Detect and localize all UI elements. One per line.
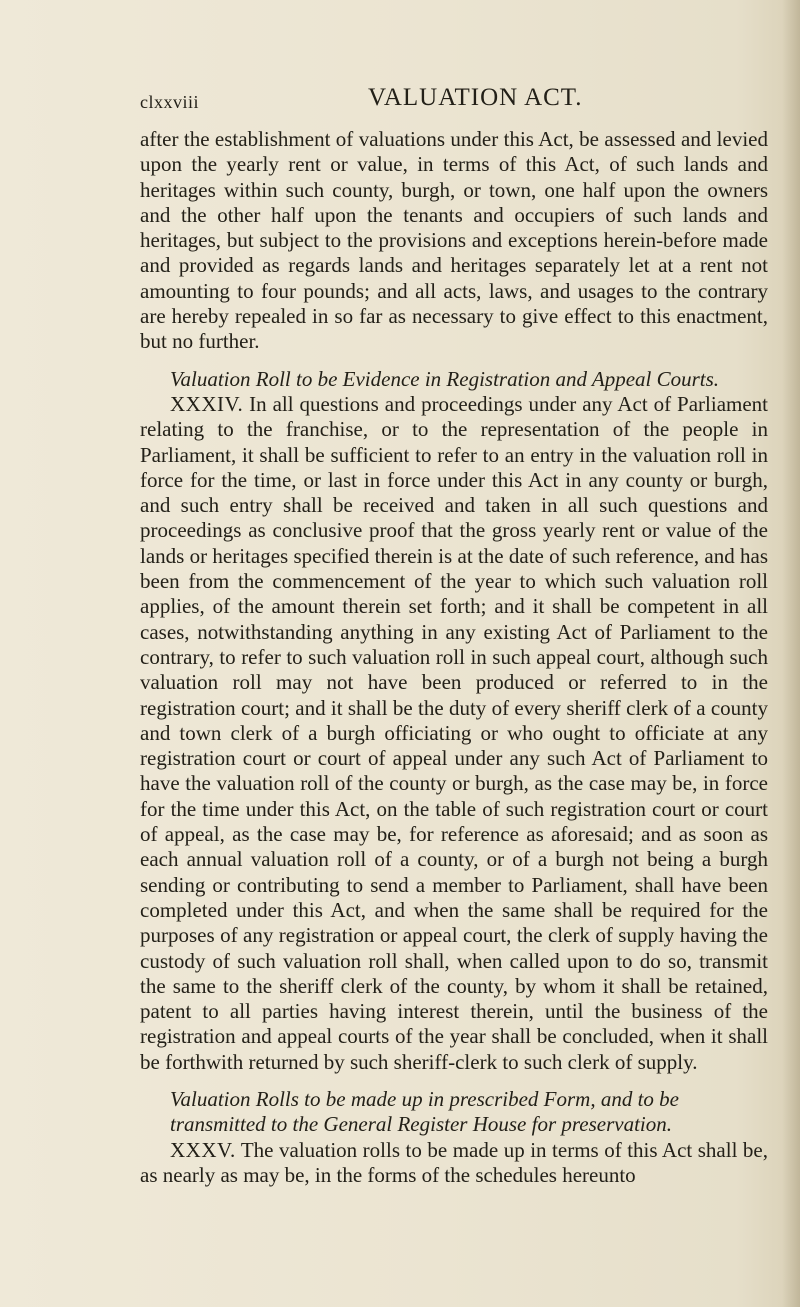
section-number-34: XXXIV.	[170, 391, 244, 416]
section-35	[140, 1138, 768, 1189]
running-title: VALUATION ACT.	[368, 84, 583, 111]
section-heading-valuation-rolls-form: Valuation Rolls to be made up in prescribed Form, and to be transmitted to the General Register House for preservation.	[170, 1086, 680, 1137]
paragraph-continuation: after the establishment of valuations under this Act, be assessed and levied upon the yearly rent or value, in terms of this Act, of such lands and heritages within such county, burgh, or town, one half upon the owners and the other half upon the tenants and occupiers of such lands and heritages, but subject to the provisions and exceptions herein-before made and provided as regards lands and heritages separately let at a rent not amounting to four pounds; and all acts, laws, and usages to the contrary are hereby repealed in so far as necessary to give effect to this enactment, but no further.	[140, 127, 768, 354]
section-34-text: In all questions and proceedings under any Act of Parliament relating to the franchise, or to the representation of the people in Parliament, it shall be sufficient to refer to an entry in the valuation roll in force for the time, or last in force under this Act in any county or burgh, and such entry shall be received and taken in all such questions and proceedings as conclusive proof that the gross yearly rent or value of the lands or heritages specified therein is at the date of such reference, and has been from the commencement of the year to which such valuation roll applies, of the amount therein set forth; and it shall be competent in all cases, notwithstanding anything in any existing Act of Parliament to the contrary, to refer to such valuation roll in such appeal court, although such valuation roll may not have been produced or referred to in the registration court; and it shall be the duty of every sheriff clerk of a county and town clerk of a burgh officiating or who ought to officiate at any registration court or court of appeal under any such Act of Parliament to have the valuation roll of the county or burgh, as the case may be, in force for the time under this Act, on the table of such registration court or court of appeal, as the case may be, for reference as aforesaid; and as soon as each annual valuation roll of a county, or of a burgh not being a burgh sending or contributing to send a member to Parliament, shall have been completed under this Act, and when the same shall be required for the purposes of any registration or appeal court, the clerk of supply having the custody of such valuation roll shall, when called upon to do so, transmit the same to the sheriff clerk of the county, by whom it shall be retained, patent to all parties having interest therein, until the business of the registration and appeal courts of the year shall be concluded, when it shall be forthwith returned by such sheriff-clerk to such clerk of supply.	[140, 391, 768, 1074]
page-header	[140, 84, 760, 118]
section-34	[140, 392, 768, 1075]
section-number-35: XXXV.	[170, 1137, 236, 1162]
page-body	[140, 127, 768, 1188]
page-edge-shadow	[782, 0, 800, 1307]
section-35-text: The valuation rolls to be made up in terms of this Act shall be, as nearly as may be, in the forms of the schedules hereunto	[140, 1137, 768, 1187]
section-heading-valuation-roll-evidence: Valuation Roll to be Evidence in Registration and Appeal Courts.	[170, 366, 720, 391]
page-number: clxxviii	[140, 92, 199, 112]
